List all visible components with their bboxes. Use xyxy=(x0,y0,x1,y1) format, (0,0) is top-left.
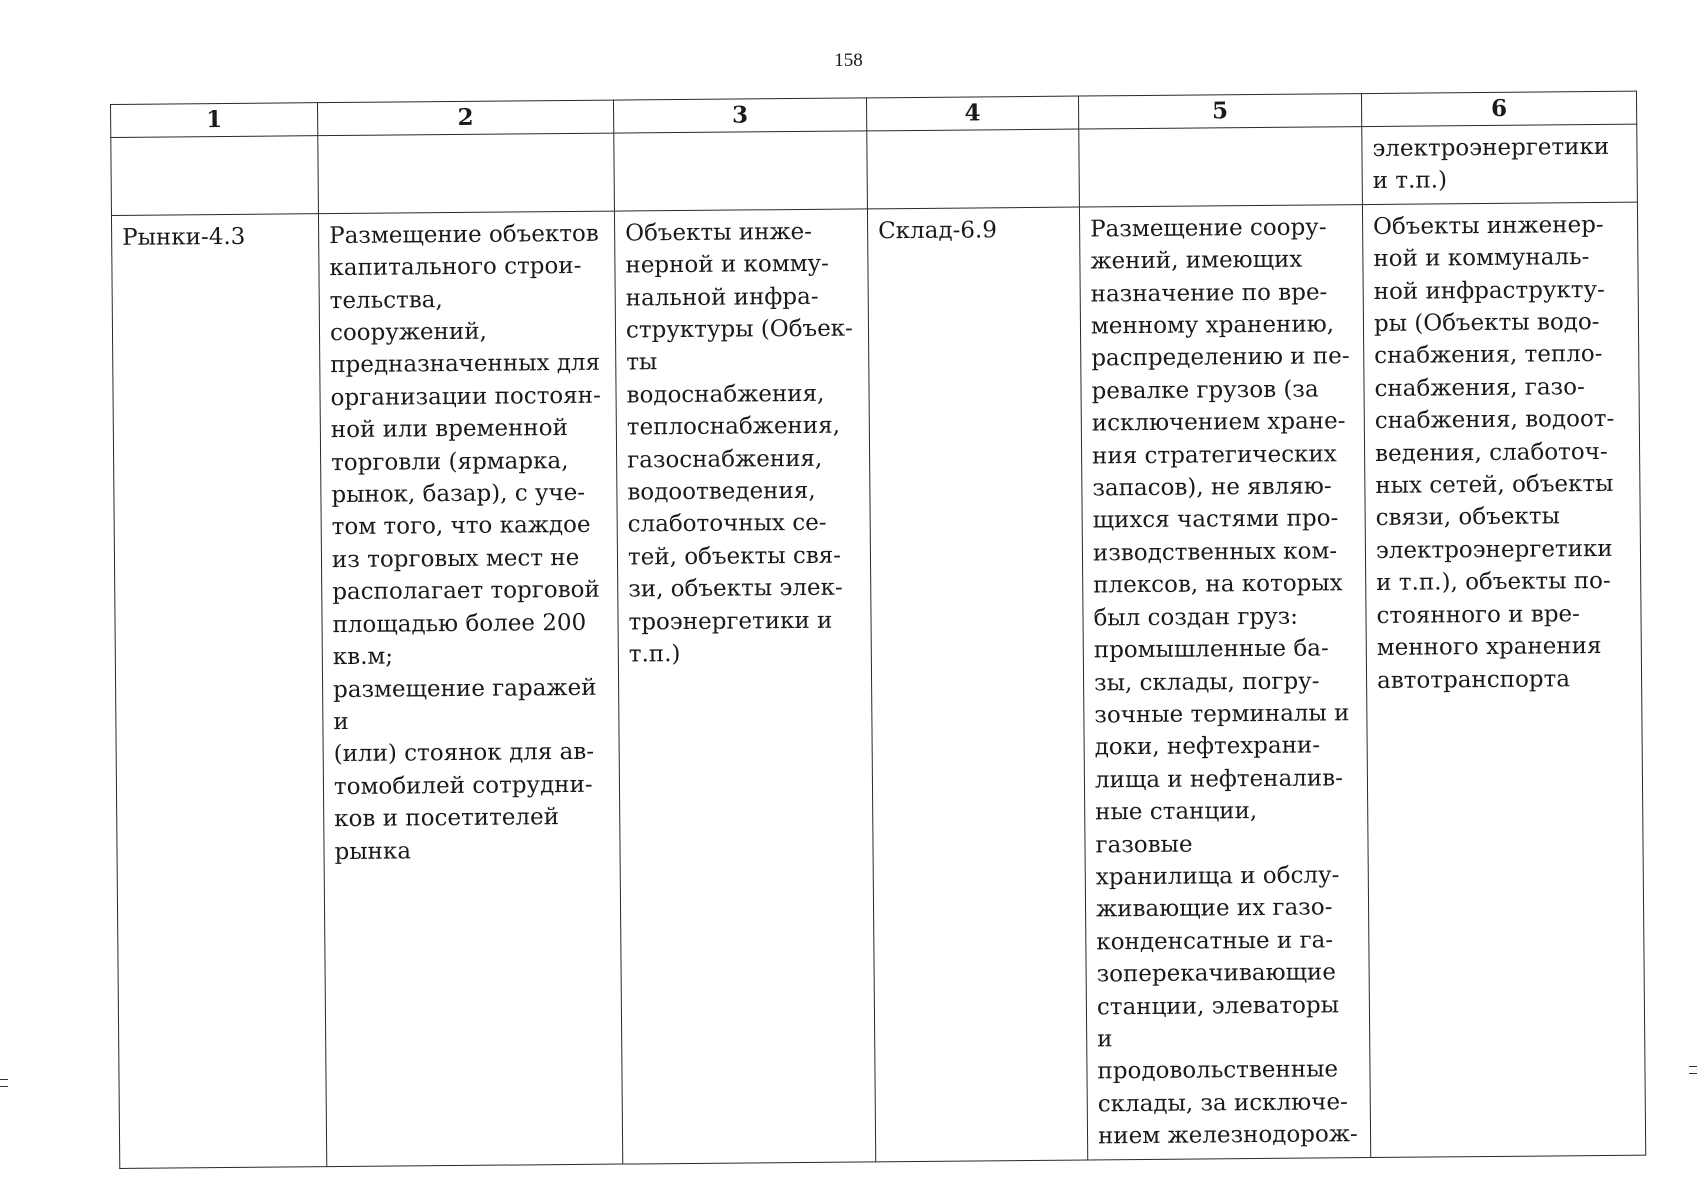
main-use-description-cell: Размещение объектов капитального строи- тельства, сооружений, предназначенных для организации постоян- ной или временной торговли (ярмарка, рынок, базар), с уче- том того, что каждое из торговых мест не располагает торговой площадью более 200 кв.м; размещение гаражей и (или) стоянок для ав- томобилей сотрудни- ков и посетителей рынка xyxy=(318,211,622,1166)
conditional-use-type-cell: Склад-6.9 xyxy=(867,207,1087,1162)
header-cell: 6 xyxy=(1361,91,1636,126)
scan-edge-mark xyxy=(1689,1066,1697,1074)
continuation-row xyxy=(111,124,1638,215)
table-cell xyxy=(111,136,319,216)
scan-edge-mark xyxy=(0,1079,8,1087)
table-cell xyxy=(1079,127,1363,207)
table-cell xyxy=(614,131,868,211)
header-cell: 2 xyxy=(317,100,613,136)
table-cell xyxy=(867,129,1080,209)
table-cell: электроэнергетики и т.п.) xyxy=(1362,124,1638,204)
header-cell: 1 xyxy=(111,103,318,138)
regulations-table xyxy=(110,91,1646,1169)
header-cell: 3 xyxy=(613,98,866,133)
table-cell xyxy=(318,133,615,213)
conditional-auxiliary-objects-cell: Объекты инженер- ной и коммуналь- ной инфраструкту- ры (Объекты водо- снабжения, тепло- снабжения, газо- снабжения, водоот- ведения, слаботоч- ных сетей, объекты связи, объекты электроэнергетики и т.п.), объекты по- стоянного и вре- менного хранения автотранспорта xyxy=(1362,202,1645,1157)
conditional-use-description-cell: Размещение соору- жений, имеющих назначение по вре- менному хранению, распределению и пе- ревалке грузов (за исключением хране- ния стратегических запасов), не являю- щихся частями про- изводственных ком- плексов, на которых был создан груз: промышленные ба- зы, склады, погру- зочные терминалы и доки, нефтехрани- лища и нефтеналив- ные станции, газовые хранилища и обслу- живающие их газо- конденсатные и га- зоперекачивающие станции, элеваторы и продовольственные склады, за исключе- нием железнодорож- xyxy=(1079,204,1370,1159)
main-use-type-cell: Рынки-4.3 xyxy=(111,213,326,1168)
main-auxiliary-objects-cell: Объекты инже- нерной и комму- нальной инфра- структуры (Объек- ты водоснабжения, теплоснабжения, газоснабжения, водоотведения, слаботочных се- тей, объекты свя- зи, объекты элек- троэнергетики и т.п.) xyxy=(614,209,875,1164)
header-cell: 4 xyxy=(866,96,1078,131)
header-cell: 5 xyxy=(1078,94,1361,129)
page-number: 158 xyxy=(834,50,863,71)
table-row xyxy=(111,202,1645,1168)
